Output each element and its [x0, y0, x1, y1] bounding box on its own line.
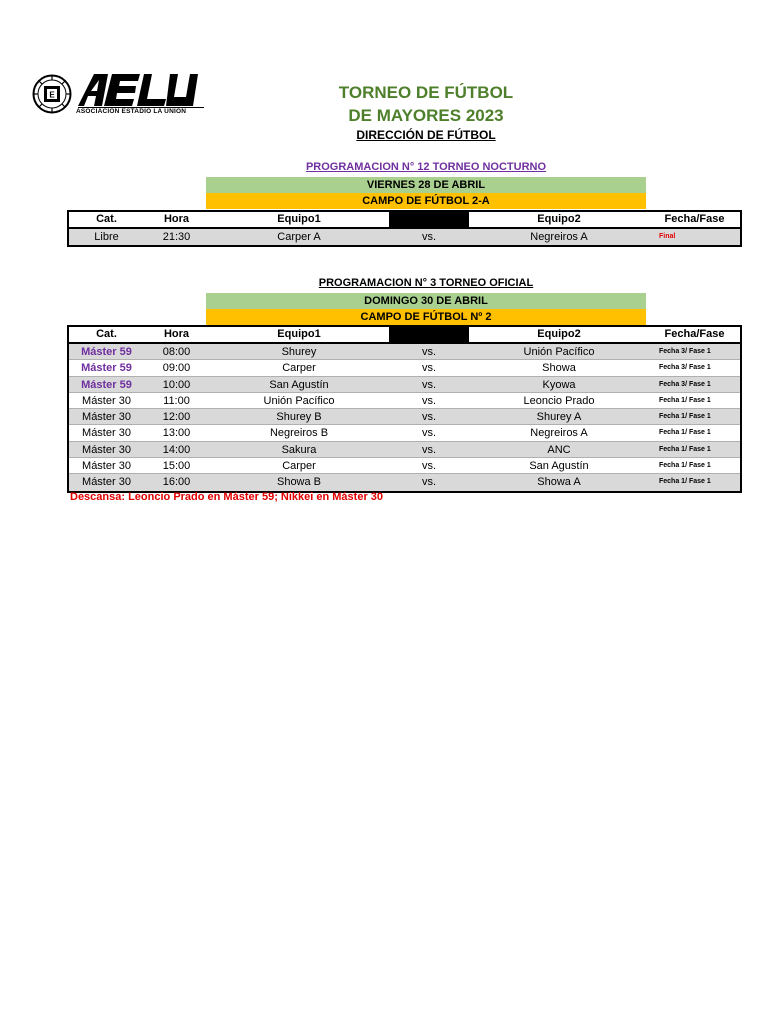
table-row	[69, 409, 740, 425]
cell-equipo1: Negreiros B	[269, 427, 329, 440]
cell-vs: vs.	[421, 362, 437, 375]
cell-equipo2: Kyowa	[542, 378, 576, 391]
night-program-heading: PROGRAMACION N° 12 TORNEO NOCTURNO	[305, 161, 547, 173]
cell-fase: Fecha 3/ Fase 1	[659, 380, 711, 388]
cell-vs: vs.	[421, 231, 437, 243]
col-hora: Hora	[163, 328, 190, 340]
cell-equipo2: Negreiros A	[530, 427, 588, 440]
cell-hora: 12:00	[162, 411, 191, 424]
col-vs-blank	[389, 212, 469, 227]
cell-equipo2: Shurey A	[536, 411, 582, 424]
rest-note: Descansa: Leoncio Prado en Máster 59; Nikkei en Máster 30	[70, 491, 384, 503]
cell-fase: Fecha 3/ Fase 1	[659, 364, 711, 372]
cell-equipo2: Leoncio Prado	[523, 394, 595, 407]
cell-equipo2: ANC	[547, 443, 571, 456]
cell-equipo1: Shurey	[281, 346, 317, 358]
table-row	[69, 229, 740, 245]
cell-equipo1: Carper A	[277, 231, 321, 243]
col-vs-blank	[389, 327, 469, 342]
cell-cat: Máster 59	[81, 346, 132, 358]
cell-hora: 15:00	[162, 460, 191, 473]
cell-vs: vs.	[421, 378, 437, 391]
table-row	[69, 344, 740, 360]
cell-cat: Libre	[94, 231, 119, 243]
cell-fase: Fecha 1/ Fase 1	[659, 429, 711, 437]
col-equipo2: Equipo2	[537, 328, 581, 340]
cell-hora: 09:00	[162, 362, 191, 375]
col-equipo2: Equipo2	[537, 213, 581, 225]
cell-vs: vs.	[421, 411, 437, 424]
table-row	[69, 474, 740, 490]
cell-hora: 08:00	[162, 346, 191, 358]
aelu-emblem-icon	[32, 74, 72, 114]
cell-equipo2: Negreiros A	[530, 231, 588, 243]
cell-equipo2: San Agustín	[529, 460, 589, 473]
table-row	[69, 425, 740, 441]
tournament-subtitle: DE MAYORES 2023	[348, 106, 504, 125]
aelu-letters-logo	[74, 72, 206, 108]
cell-equipo1: Shurey B	[276, 411, 322, 424]
table-row	[69, 377, 740, 393]
cell-cat: Máster 59	[81, 362, 132, 375]
table-row	[69, 393, 740, 409]
col-fecha-fase: Fecha/Fase	[664, 213, 725, 225]
cell-cat: Máster 30	[82, 443, 131, 456]
table-header	[69, 327, 740, 344]
cell-equipo1: San Agustín	[269, 378, 329, 391]
cell-equipo1: Carper	[282, 460, 316, 473]
aelu-logo	[32, 70, 210, 120]
cell-hora: 10:00	[162, 378, 191, 391]
cell-vs: vs.	[421, 427, 437, 440]
col-hora: Hora	[163, 213, 190, 225]
table-row	[69, 360, 740, 376]
logo-caption: ASOCIACIÓN ESTADIO LA UNIÓN	[76, 108, 187, 115]
cell-vs: vs.	[421, 460, 437, 473]
cell-vs: vs.	[421, 394, 437, 407]
cell-equipo1: Carper	[282, 362, 316, 375]
cell-fase: Fecha 1/ Fase 1	[659, 396, 711, 404]
cell-hora: 11:00	[163, 394, 190, 407]
table-header	[69, 212, 740, 229]
official-field-band: CAMPO DE FÚTBOL Nº 2	[206, 309, 646, 325]
cell-vs: vs.	[421, 346, 437, 358]
cell-cat: Máster 30	[82, 460, 131, 473]
cell-equipo1: Unión Pacífico	[263, 394, 335, 407]
cell-fase: Fecha 1/ Fase 1	[659, 462, 711, 470]
cell-vs: vs.	[421, 476, 437, 489]
cell-equipo2: Showa A	[537, 476, 581, 489]
cell-cat: Máster 30	[82, 411, 131, 424]
cell-fase: Fecha 3/ Fase 1	[659, 348, 711, 355]
cell-equipo1: Sakura	[281, 443, 317, 456]
cell-equipo1: Showa B	[276, 476, 322, 489]
cell-fase: Fecha 1/ Fase 1	[659, 478, 711, 486]
tournament-title: TORNEO DE FÚTBOL	[338, 83, 514, 102]
cell-hora: 21:30	[162, 231, 191, 243]
cell-fase: Fecha 1/ Fase 1	[659, 413, 711, 421]
col-fecha-fase: Fecha/Fase	[664, 328, 725, 340]
col-cat: Cat.	[96, 328, 117, 340]
table-row	[69, 442, 740, 458]
official-day-band: DOMINGO 30 DE ABRIL	[206, 293, 646, 309]
col-equipo1: Equipo1	[277, 328, 321, 340]
cell-cat: Máster 59	[81, 378, 132, 391]
cell-fase: Fecha 1/ Fase 1	[659, 445, 711, 453]
cell-equipo2: Unión Pacífico	[523, 346, 595, 358]
direction-heading: DIRECCIÓN DE FÚTBOL	[356, 128, 496, 142]
cell-hora: 16:00	[162, 476, 191, 489]
col-cat: Cat.	[96, 213, 117, 225]
table-row	[69, 458, 740, 474]
cell-vs: vs.	[421, 443, 437, 456]
cell-equipo2: Showa	[542, 362, 576, 375]
svg-text:E: E	[49, 90, 55, 100]
cell-fase: Final	[659, 233, 676, 240]
night-schedule-table	[67, 210, 742, 247]
col-equipo1: Equipo1	[277, 213, 321, 225]
official-schedule-table	[67, 325, 742, 493]
cell-cat: Máster 30	[82, 394, 131, 407]
cell-hora: 14:00	[162, 443, 191, 456]
official-program-heading: PROGRAMACION N° 3 TORNEO OFICIAL	[318, 277, 534, 289]
cell-hora: 13:00	[162, 427, 191, 440]
night-field-band: CAMPO DE FÚTBOL 2-A	[206, 193, 646, 209]
cell-cat: Máster 30	[82, 427, 131, 440]
cell-cat: Máster 30	[82, 476, 131, 489]
night-day-band: VIERNES 28 DE ABRIL	[206, 177, 646, 193]
